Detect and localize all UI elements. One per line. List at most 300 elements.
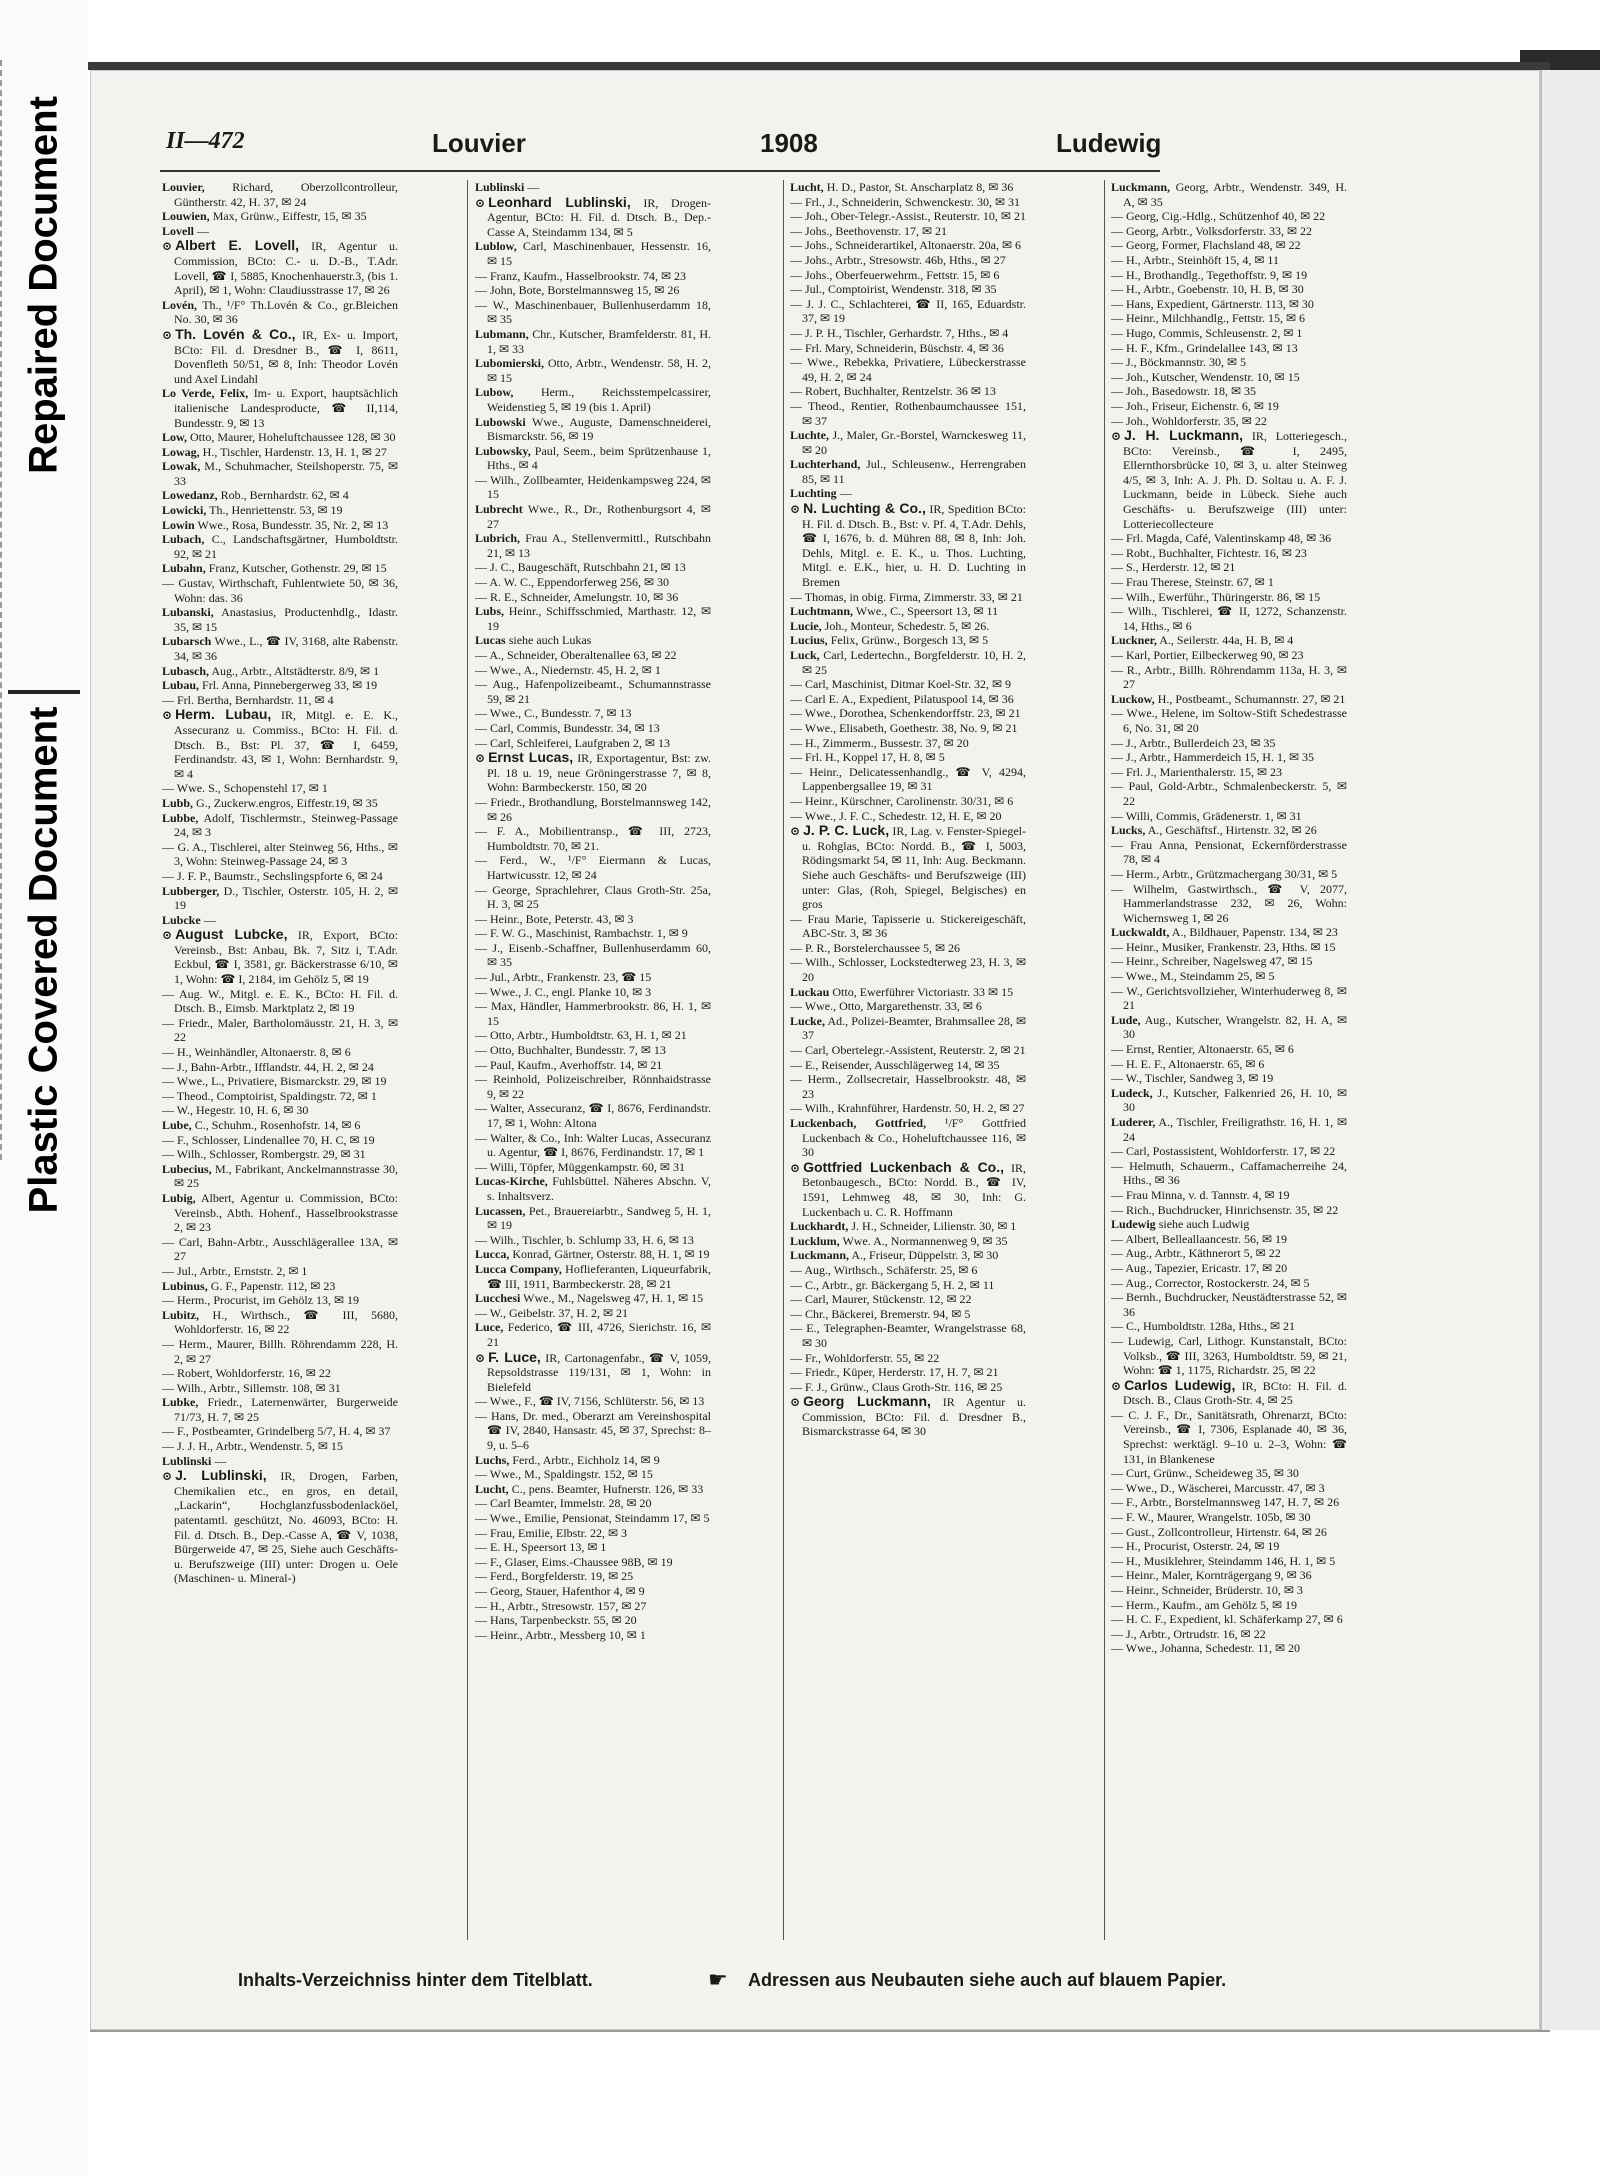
entry-name: Lude, [1111,1012,1141,1027]
entry-details: Albert, Agentur u. Commission, BCto: Vereinsb., Abth. Hohenf., Hasselbrookstrasse 2, ✉ 23 [174,1190,398,1235]
entry-details: — Ferd., Borgfelderstr. 19, ✉ 25 [475,1569,634,1584]
entry-details: — Walter, & Co., Inh: Walter Lucas, Assecuranz u. Agentur, ☎ I, 8676, Ferdinandstr. 17, ✉ 1 [475,1130,711,1160]
entry-details: Wwe., M., Nagelsweg 47, H. 1, ✉ 15 [523,1291,704,1306]
entry-details: — John, Bote, Borstelmannsweg 15, ✉ 26 [475,283,680,298]
entry-details: — Wilh., Arbtr., Sillemstr. 108, ✉ 31 [162,1380,341,1395]
entry-details: IR, Ex- u. Import, BCto: Fil. d. Dresdner B., ☎ I, 8611, Dovenfleth 50/51, ✉ 8, Inh: Theodor Lovén und Axel Lindahl [174,327,398,386]
entry-details: IR, Mitgl. e. E. K., Assecuranz u. Commiss., BCto: H. Fil. d. Dtsch. B., Bst: Pl. 37, ☎ I, 6459, Ferdinandstr. 43, ✉ 1, Wohn: Bernhardstr. 9, ✉ 4 [174,708,398,781]
entry-details: Frl. Anna, Pinnebergerweg 33, ✉ 19 [202,678,378,693]
entry-name: Lucius, [790,633,828,648]
directory-entry [790,985,1026,1000]
directory-entry [1111,1290,1347,1319]
entry-name: Lubanski, [162,605,214,620]
header-year: 1908 [760,128,818,158]
directory-entry [162,884,398,913]
directory-entry [1111,238,1347,253]
directory-entry [162,693,398,708]
directory-entry [475,1306,711,1321]
directory-entry [1111,633,1347,648]
directory-entry [475,1174,711,1203]
entry-details: — E., Telegraphen-Beamter, Wrangelstrasse 68, ✉ 30 [790,1321,1026,1350]
directory-entry [162,664,398,679]
directory-entry [790,1219,1026,1234]
entry-name: Luchs, [475,1452,510,1467]
entry-details: — F. J., Grünw., Claus Groth-Str. 116, ✉ 25 [790,1379,1003,1394]
entry-details: Otto, Maurer, Hoheluftchaussee 128, ✉ 30 [190,430,396,445]
entry-details: — Heinr., Bote, Peterstr. 43, ✉ 3 [475,911,634,926]
entry-details: — H. F., Kfm., Grindelallee 143, ✉ 13 [1111,340,1298,355]
directory-entry [1111,253,1347,268]
entry-name: Lubau, [162,678,200,693]
entry-details: Chr., Kutscher, Bramfelderstr. 81, H. 1, ✉ 33 [487,326,711,356]
directory-entry [475,795,711,824]
entry-details: — Aug., Corrector, Rostockerstr. 24, ✉ 5 [1111,1275,1310,1290]
entry-name: F. Luce, [488,1348,541,1365]
entry-details: — [203,912,216,927]
directory-entry [162,1103,398,1118]
directory-entry [1111,1583,1347,1598]
entry-details: — J., Böckmannstr. 30, ✉ 5 [1111,355,1247,370]
directory-entry [790,195,1026,210]
entry-details: Wwe., Auguste, Damenschneiderei, Bismarckstr. 56, ✉ 19 [487,414,711,444]
directory-entry [1111,590,1347,605]
directory-entry [1111,925,1347,940]
entry-details: — H., Musiklehrer, Steindamm 146, H. 1, ✉ 5 [1111,1553,1336,1568]
entry-details: — Frl. Mary, Schneiderin, Büschstr. 4, ✉ 36 [790,340,1004,355]
entry-details: — Wilh., Krahnführer, Hardenstr. 50, H. 2, ✉ 27 [790,1101,1025,1116]
entry-details: — Joh., Basedowstr. 18, ✉ 35 [1111,384,1257,399]
directory-entry [790,209,1026,224]
entry-details: Im- u. Export, hauptsächlich italienische Landesproducte, ☎ II,114, Bundesstr. 9, ✉ 13 [174,386,398,430]
entry-details: IR, Lag. v. Fenster-Spiegel- u. Rohglas, BCto: Nordd. B., ☎ I, 5003, Rödingsmarkt 54, ✉ 11, Inh: Aug. Beckmann. Siehe auch Geschäfts- und Berufszweige (III) unter: Glas, (Roh, Spiegel, Belgisches) en gros [802,824,1026,912]
entry-details: — Heinr., Musiker, Frankenstr. 23, Hths. ✉ 15 [1111,939,1336,954]
directory-entry [1111,954,1347,969]
entry-details: M., Schuhmacher, Steilshoperstr. 75, ✉ 33 [174,459,398,488]
entry-details: — Frau, Emilie, Elbstr. 22, ✉ 3 [475,1525,628,1540]
directory-entry [475,1599,711,1614]
directory-entry [1111,1013,1347,1042]
directory-entry [1111,1276,1347,1291]
firm-entry [790,1394,1026,1439]
directory-entry [1111,882,1347,926]
entry-details: — Wilh., Tischler, b. Schlump 33, H. 6, ✉ 13 [475,1232,694,1247]
entry-name: Lucchesi [475,1291,521,1306]
directory-entry [475,298,711,327]
entry-details: — H., Arbtr., Steinhöft 15, 4, ✉ 11 [1111,252,1279,267]
entry-details: — Jul., Comptoirist, Wendenstr. 318, ✉ 35 [790,282,997,297]
directory-entry [1111,355,1347,370]
entry-details: — J., Bahn-Arbtr., Ifflandstr. 44, H. 2, ✉ 24 [162,1059,374,1074]
entry-details: — Karl, Portier, Eilbeckerweg 90, ✉ 23 [1111,648,1304,662]
entry-details: — J. J. C., Schlachterei, ☎ II, 165, Eduardstr. 37, ✉ 19 [790,296,1026,326]
entry-details: — Hans, Dr. med., Oberarzt am Vereinshospital ☎ IV, 2840, Hansastr. 45, ✉ 37, Sprechst: 8–9, u. 5–6 [475,1408,711,1453]
directory-entry [790,912,1026,941]
entry-name: Lubrecht [475,502,523,517]
entry-details: Anastasius, Productenhdlg., Idastr. 35, ✉ 15 [174,605,398,634]
entry-details: IR, BCto: H. Fil. d. Dtsch. B., Claus Groth-Str. 4, ✉ 25 [1123,1378,1347,1408]
directory-entry [162,1454,398,1469]
directory-entry [1111,1612,1347,1627]
entry-details: Ad., Polizei-Beamter, Brahmsallee 28, ✉ 37 [802,1013,1026,1043]
entry-details: — Johs., Schneiderartikel, Altonaerstr. 20a, ✉ 6 [790,238,1022,253]
entry-details: — W., Tischler, Sandweg 3, ✉ 19 [1111,1071,1274,1086]
registered-firm-icon: ⊙ [162,327,173,342]
entry-details: — Wilh., Schlosser, Rombergstr. 29, ✉ 31 [162,1147,366,1162]
directory-entry [1111,180,1347,209]
entry-details: — Joh., Friseur, Eichenstr. 6, ✉ 19 [1111,398,1279,413]
entry-details: — Robert, Buchhalter, Rentzelstr. 36 ✉ 13 [790,384,996,399]
footer-newbuild-note: Adressen aus Neubauten siehe auch auf blauem Papier. [748,1970,1227,1990]
directory-entry [162,869,398,884]
directory-entry [790,706,1026,721]
directory-entry [162,503,398,518]
entry-details: — Ludewig, Carl, Lithogr. Kunstanstalt, BCto: Volksb., ☎ III, 3263, Humboldtstr. 59, ✉ 21, Wohn: ☎ 1, 1175, Richardstr. 25, ✉ 22 [1111,1333,1347,1378]
entry-details: — S., Herderstr. 12, ✉ 21 [1111,560,1236,575]
directory-entry [475,1320,711,1349]
directory-entry [475,677,711,706]
directory-entry [1111,1246,1347,1261]
directory-entry [475,1482,711,1497]
entry-name: Luckau [790,984,830,999]
directory-entry [162,678,398,693]
entry-name: Lucas-Kirche, [475,1174,548,1189]
directory-entry [475,327,711,356]
entry-details: — Heinr., Maler, Kornträgergang 9, ✉ 36 [1111,1568,1312,1583]
directory-entry [162,1337,398,1366]
directory-entry [790,486,1026,501]
directory-entry [475,1262,711,1291]
directory-entry [475,1101,711,1130]
directory-entry [1111,1568,1347,1583]
sidebar-dashed-line [0,60,2,1160]
entry-details: — Herm., Maurer, Billh. Röhrendamm 228, H. 2, ✉ 27 [162,1336,398,1366]
registered-firm-icon: ⊙ [790,824,801,839]
entry-details: — Georg, Arbtr., Volksdorferstr. 33, ✉ 22 [1111,223,1313,238]
entry-details: — R. E., Schneider, Amelungstr. 10, ✉ 36 [475,589,679,604]
entry-details: Heinr., Schiffsschmied, Marthastr. 12, ✉ 19 [487,604,711,633]
entry-details: — J. C., Baugeschäft, Rutschbahn 21, ✉ 13 [475,560,686,575]
column-rule [1104,180,1105,1940]
entry-details: — Paul, Kaufm., Averhoffstr. 14, ✉ 21 [475,1057,663,1072]
entry-details: Wwe., L., ☎ IV, 3168, alte Rabenstr. 34, ✉ 36 [174,634,398,663]
directory-entry [1111,823,1347,838]
entry-name: Th. Lovén & Co., [175,325,296,342]
directory-entry [475,415,711,444]
entry-details: — P. R., Borstelerchaussee 5, ✉ 26 [790,940,961,955]
entry-details: — Frau Marie, Tapisserie u. Stickereigeschäft, ABC-Str. 3, ✉ 36 [790,911,1026,941]
directory-entry [790,794,1026,809]
entry-details: — Frau Anna, Pensionat, Eckernförderstrasse 78, ✉ 4 [1111,837,1347,867]
directory-entry [790,253,1026,268]
directory-entry [162,532,398,561]
directory-entry [790,809,1026,824]
entry-details: — Frau Therese, Steinstr. 67, ✉ 1 [1111,575,1274,590]
directory-entry [1111,838,1347,867]
directory-entry [162,1147,398,1162]
entry-details: Otto, Arbtr., Wendenstr. 58, H. 2, ✉ 15 [487,356,711,385]
entry-details: — Wwe., Johanna, Schedestr. 11, ✉ 20 [1111,1641,1301,1656]
entry-details: Franz, Kutscher, Gothenstr. 29, ✉ 15 [208,561,387,576]
entry-name: Ludeck, [1111,1085,1153,1100]
entry-name: Luckmann, [1111,180,1171,194]
entry-details: — Hans, Tarpenbeckstr. 55, ✉ 20 [475,1613,637,1628]
entry-details: — Otto, Arbtr., Humboldtstr. 63, H. 1, ✉ 21 [475,1028,687,1043]
directory-entry [162,1191,398,1235]
entry-details: Richard, Oberzollcontrolleur, Güntherstr. 42, H. 37, ✉ 24 [174,180,398,209]
registered-firm-icon: ⊙ [162,1469,173,1484]
entry-details: Hoflieferanten, Liqueurfabrik, ☎ III, 1911, Barmbeckerstr. 28, ✉ 21 [487,1261,711,1291]
entry-name: Lucas [475,633,506,648]
entry-details: Adolf, Tischlermstr., Steinweg-Passage 24, ✉ 3 [174,810,398,840]
entry-details: — Carl E. A., Expedient, Pilatuspool 14, ✉ 36 [790,691,1014,706]
entry-details: — J. F. P., Baumstr., Sechslingspforte 6, ✉ 24 [162,868,383,883]
entry-details: — Friedr., Maler, Bartholomäusstr. 21, H. 3, ✉ 22 [162,1015,398,1045]
directory-entry [475,604,711,633]
directory-entry [475,1043,711,1058]
entry-name: Louvier, [162,180,205,194]
registered-firm-icon: ⊙ [475,1350,486,1365]
registered-firm-icon: ⊙ [162,708,173,723]
entry-details: Konrad, Gärtner, Osterstr. 88, H. 1, ✉ 19 [512,1247,710,1262]
entry-name: Luckner, [1111,633,1157,648]
directory-entry [790,282,1026,297]
entry-name: Georg Luckmann, [803,1393,931,1410]
directory-entry [790,1248,1026,1263]
entry-name: Lubig, [162,1190,196,1205]
entry-details: — W., Gerichtsvollzieher, Winterhuderweg 8, ✉ 21 [1111,983,1347,1013]
entry-details: Wwe. A., Normannenweg 9, ✉ 35 [842,1233,1008,1248]
directory-entry [475,1496,711,1511]
entry-details: — Herm., Kaufm., am Gehölz 5, ✉ 19 [1111,1597,1298,1612]
directory-entry [790,399,1026,428]
entry-details: IR Agentur u. Commission, BCto: Fil. d. Dresdner B., Bismarckstrasse 64, ✉ 30 [802,1395,1026,1439]
entry-details: Paul, Seem., beim Sprützenhause 1, Hths., ✉ 4 [487,443,711,473]
entry-details: Pet., Brauereiarbtr., Sandweg 5, H. 1, ✉ 19 [487,1203,711,1233]
entry-name: Lubb, [162,795,194,810]
entry-details: A., Geschäftsf., Hirtenstr. 32, ✉ 26 [1147,823,1317,838]
directory-entry [790,1116,1026,1160]
directory-entry [790,590,1026,605]
firm-entry [162,927,398,986]
entry-name: Lowin [162,517,195,532]
directory-entry [1111,268,1347,283]
directory-entry [475,1540,711,1555]
directory-column-1 [162,180,398,1586]
directory-entry [475,1291,711,1306]
directory-entry [475,1467,711,1482]
directory-entry [162,1074,398,1089]
entry-name: Luckow, [1111,691,1155,706]
entry-details: — Aug. W., Mitgl. e. E. K., BCto: H. Fil. d. Dtsch. B., Eimsb. Marktplatz 2, ✉ 19 [162,986,398,1016]
directory-entry [1111,546,1347,561]
entry-details: — Wwe., Dorothea, Schenkendorffstr. 23, ✉ 21 [790,706,1021,721]
page-header [160,128,1160,168]
entry-details: — Joh., Ober-Telegr.-Assist., Reuterstr. 10, ✉ 21 [790,209,1026,224]
directory-entry [1111,779,1347,808]
entry-name: Lubasch, [162,663,210,678]
entry-details: — C., Arbtr., gr. Bäckergang 5, H. 2, ✉ 11 [790,1277,995,1292]
directory-entry [475,721,711,736]
entry-name: Lubmann, [475,326,529,341]
entry-details: — Hans, Expedient, Gärtnerstr. 113, ✉ 30 [1111,296,1314,311]
entry-details: Max, Grünw., Eiffestr, 15, ✉ 35 [212,209,367,224]
entry-name: Carlos Ludewig, [1124,1376,1236,1393]
directory-entry [790,736,1026,751]
directory-entry [1111,1466,1347,1481]
entry-details: — F. W., Maurer, Wrangelstr. 105b, ✉ 30 [1111,1510,1311,1525]
pointing-hand-icon: ☛ [708,1967,728,1992]
entry-details: — E. H., Speersort 13, ✉ 1 [475,1540,607,1555]
entry-details: — Johs., Beethovenstr. 17, ✉ 21 [790,223,948,238]
firm-entry [790,823,1026,912]
directory-entry [475,648,711,663]
directory-entry [475,531,711,560]
entry-details: — Georg, Former, Flachsland 48, ✉ 22 [1111,238,1301,253]
entry-details: — E., Reisender, Ausschlägerweg 14, ✉ 35 [790,1057,1000,1072]
entry-details: — J. P. H., Tischler, Gerhardstr. 7, Hths., ✉ 4 [790,325,1009,340]
entry-details: ¹/F° Gottfried Luckenbach & Co., Hoheluftchaussee 116, ✉ 30 [802,1116,1026,1160]
directory-entry [1111,1334,1347,1378]
directory-entry [475,1555,711,1570]
directory-entry [1111,1115,1347,1144]
directory-entry [475,180,711,195]
directory-entry [790,619,1026,634]
entry-details: — Frl. Magda, Café, Valentinskamp 48, ✉ 36 [1111,531,1332,546]
directory-entry [162,1016,398,1045]
entry-details: Wwe., Rosa, Bundesstr. 35, Nr. 2, ✉ 13 [197,517,389,532]
entry-name: Luckenbach, Gottfried, [790,1116,927,1130]
directory-entry [1111,1042,1347,1057]
entry-details: A., Tischler, Freiligrathstr. 16, H. 1, ✉ 24 [1123,1115,1347,1144]
directory-entry [162,1293,398,1308]
entry-details: — J., Arbtr., Bullerdeich 23, ✉ 35 [1111,735,1276,750]
page-footer [200,1967,1400,2000]
directory-entry [162,1439,398,1454]
directory-entry [790,428,1026,457]
directory-entry [475,269,711,284]
entry-details: — Reinhold, Polizeischreiber, Rönnhaidstrasse 9, ✉ 22 [475,1072,711,1101]
entry-details: — Heinr., Milchhandlg., Fettstr. 15, ✉ 6 [1111,311,1306,326]
directory-entry [790,604,1026,619]
directory-entry [790,224,1026,239]
entry-details: Aug., Kutscher, Wrangelstr. 82, H. A, ✉ 30 [1123,1012,1347,1042]
entry-name: Luckwaldt, [1111,925,1170,940]
directory-entry [1111,969,1347,984]
sidebar-divider [8,690,80,694]
directory-entry [162,1060,398,1075]
entry-details: — J., Arbtr., Ortrudstr. 16, ✉ 22 [1111,1626,1266,1641]
directory-entry [162,386,398,430]
entry-details: — Heinr., Schneider, Brüderstr. 10, ✉ 3 [1111,1583,1303,1597]
entry-details: — Wilh., Ewerführ., Thüringerstr. 86, ✉ 15 [1111,589,1321,604]
directory-entry [475,1526,711,1541]
header-rule [160,170,1160,172]
entry-details: C., Landschaftsgärtner, Humboldtstr. 92, ✉ 21 [174,532,398,561]
entry-details: — F. W. G., Maschinist, Rambachstr. 1, ✉ 9 [475,926,688,941]
directory-entry [475,1409,711,1453]
entry-details: — [527,180,540,194]
entry-name: J. H. Luckmann, [1124,427,1244,444]
directory-entry [790,1278,1026,1293]
entry-details: — F., Glaser, Eims.-Chaussee 98B, ✉ 19 [475,1554,673,1569]
entry-name: Luce, [475,1320,504,1335]
directory-entry [475,633,711,648]
entry-details: M., Fabrikant, Anckelmannstrasse 30, ✉ 25 [174,1161,398,1191]
entry-details: — Wilh., Schlosser, Lockstedterweg 23, H. 3, ✉ 20 [790,955,1026,985]
entry-details: — Joh., Wohldorferstr. 35, ✉ 22 [1111,413,1267,428]
directory-entry [1111,1525,1347,1540]
entry-details: — Georg, Stauer, Hafenthor 4, ✉ 9 [475,1584,645,1598]
entry-details: Frau A., Stellenvermittl., Rutschbahn 21, ✉ 13 [487,531,711,560]
entry-details: — J., Arbtr., Hammerdeich 15, H. 1, ✉ 35 [1111,750,1315,765]
entry-details: IR, Spedition BCto: H. Fil. d. Dtsch. B., Bst: v. Pf. 4, T.Adr. Dehls, ☎ I, 1676, b. d. Mühren 88, ✉ 8, Inh: Joh. Dehls, Mitgl. e. E. K., u. Thos. Luchting, Mitgl. e. E.K., hier, u. H. D. Luchting in Bremen [802,502,1026,590]
directory-entry [162,576,398,605]
entry-name: Lubach, [162,532,205,547]
directory-entry [790,384,1026,399]
entry-details: — Gustav, Wirthschaft, Fuhlentwiete 50, ✉ 36, Wohn: das. 36 [162,576,398,605]
entry-details: — F., Postbeamter, Grindelberg 5/7, H. 4, ✉ 37 [162,1424,391,1439]
directory-entry [790,457,1026,486]
page-number: II—472 [166,128,245,154]
directory-entry [475,1569,711,1584]
directory-entry [1111,1086,1347,1115]
directory-entry [1111,209,1347,224]
entry-details: — Heinr., Schreiber, Nagelsweg 47, ✉ 15 [1111,954,1313,969]
entry-details: — Robert, Wohldorferstr. 16, ✉ 22 [162,1366,331,1381]
entry-details: — H., Weinhändler, Altonaerstr. 8, ✉ 6 [162,1045,351,1060]
directory-entry [162,180,398,209]
entry-name: Lovén, [162,297,198,312]
directory-entry [790,750,1026,765]
entry-details: — Wwe., D., Wäscherei, Marcusstr. 47, ✉ 3 [1111,1480,1325,1495]
entry-name: Lucassen, [475,1203,526,1218]
directory-entry [1111,706,1347,735]
directory-entry [1111,1510,1347,1525]
directory-entry [790,765,1026,794]
directory-entry [1111,1641,1347,1656]
entry-details: J. H., Schneider, Lilienstr. 30, ✉ 1 [851,1219,1017,1234]
entry-name: Lublow, [475,239,517,254]
firm-entry [790,1160,1026,1219]
entry-details: Ferd., Arbtr., Eichholz 14, ✉ 9 [512,1452,660,1467]
sidebar [0,0,88,2177]
directory-entry [475,575,711,590]
entry-details: IR, Drogen-Agentur, BCto: H. Fil. d. Dtsch. B., Dep.-Casse A, Steindamm 134, ✉ 5 [487,195,711,239]
directory-entry [1111,867,1347,882]
entry-details: IR, Drogen, Farben, Chemikalien etc., en gros, en detail, „Lackarin“, Hochglanzfussbodenlacköel, patentamtl. geschützt, No. 46093, BCto: H. Fil. d. Dtsch. B., Dep.-Casse A, ☎ V, 1038, Bürgerweide 47, ✉ 25, Siehe auch Geschäfts- u. Berufszweige (III) unter: Drogen u. Oele (Maschinen- u. Mineral-) [174,1469,398,1586]
entry-name: Lublinski [475,180,525,194]
entry-details: — Wwe., Emilie, Pensionat, Steindamm 17, ✉ 5 [475,1511,710,1526]
entry-details: — Frl. Bertha, Bernhardstr. 11, ✉ 4 [162,692,334,707]
directory-entry [790,180,1026,195]
directory-entry [1111,736,1347,751]
registered-firm-icon: ⊙ [1111,1378,1122,1393]
directory-entry [1111,1144,1347,1159]
directory-entry [162,840,398,869]
entry-details: G., Zuckerw.engros, Eiffestr.19, ✉ 35 [196,795,378,810]
entry-details: — H. E. F., Altonaerstr. 65, ✉ 6 [1111,1056,1265,1071]
entry-name: Albert E. Lovell, [175,237,300,254]
directory-entry [475,1247,711,1262]
directory-entry [790,341,1026,356]
sidebar-label-repaired: Repaired Document [21,96,66,474]
directory-entry [1111,1598,1347,1613]
entry-details: — Willi, Commis, Grädenerstr. 1, ✉ 31 [1111,808,1302,823]
directory-entry [475,239,711,268]
entry-details: — Wwe., Rebekka, Privatiere, Lübeckerstrasse 49, H. 2, ✉ 24 [790,355,1026,384]
entry-details: Carl, Ledertechn., Borgfelderstr. 10, H. 2, ✉ 25 [802,648,1026,677]
entry-details: — Frl. J., Marienthalerstr. 15, ✉ 23 [1111,764,1283,779]
